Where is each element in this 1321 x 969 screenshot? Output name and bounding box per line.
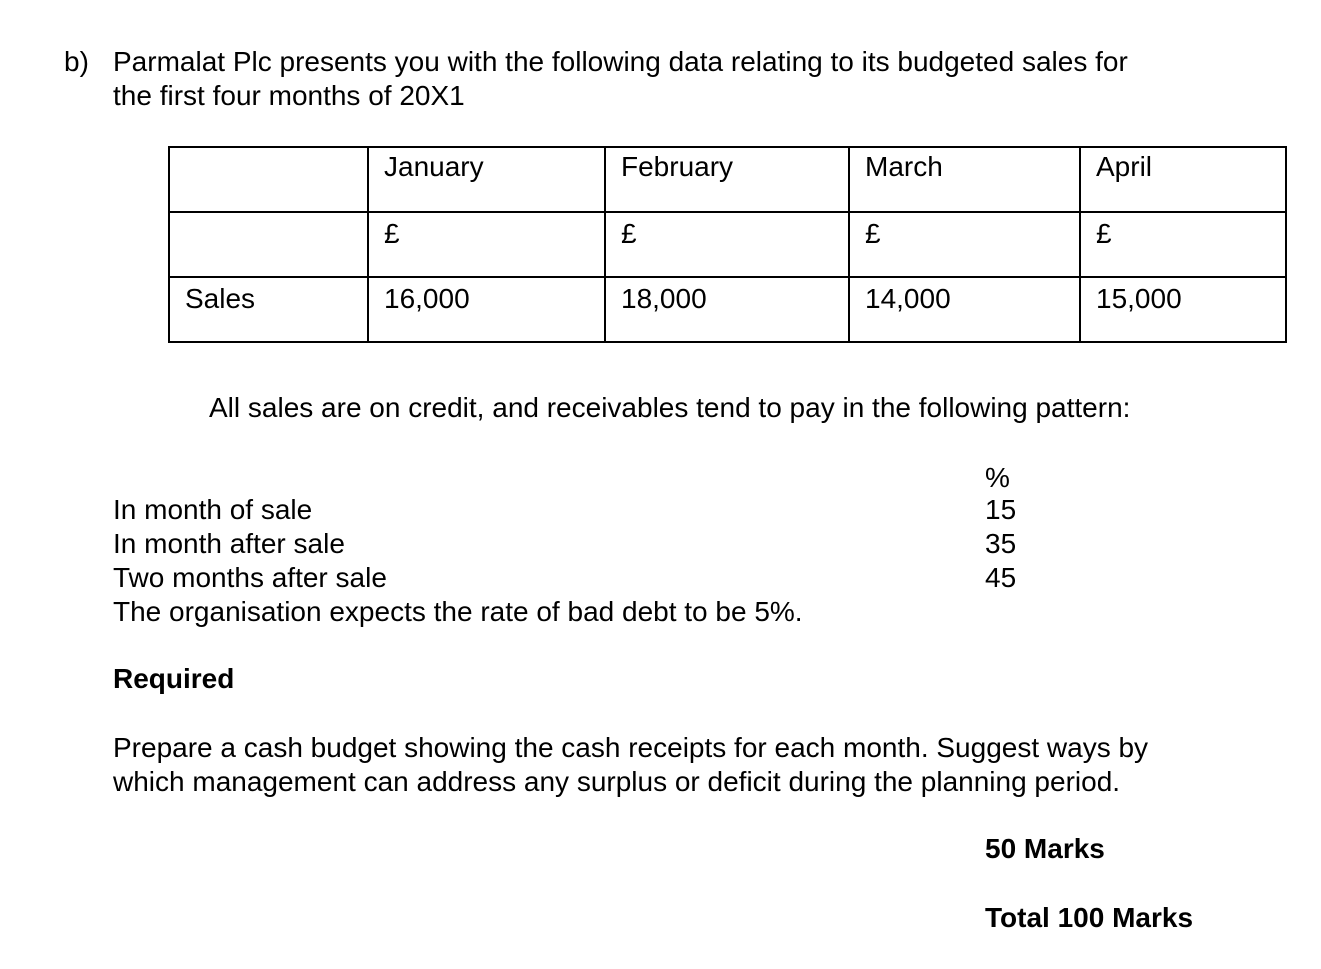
table-row-currency [169,212,1286,277]
total-marks: Total 100 Marks [985,902,1194,933]
table-row-months [169,147,1286,212]
section-marks: 50 Marks [985,833,1105,864]
sales-budget-table [168,146,1287,343]
question-intro-line-1: Parmalat Plc presents you with the following data relating to its budgeted sales for [113,46,1128,77]
month-header-april: April [1080,147,1286,212]
sales-value-january: 16,000 [368,277,605,342]
bad-debt-note: The organisation expects the rate of bad debt to be 5%. [113,596,803,627]
currency-cell-march: £ [849,212,1080,277]
sales-value-february: 18,000 [605,277,849,342]
currency-cell-april: £ [1080,212,1286,277]
sales-row-label: Sales [169,277,368,342]
pattern-label-month-of-sale: In month of sale [113,494,313,525]
required-heading: Required [113,663,235,694]
question-intro-line-2: the first four months of 20X1 [113,80,465,111]
percent-column-header: % [985,462,1010,493]
month-header-february: February [605,147,849,212]
pattern-label-month-after-sale: In month after sale [113,528,345,559]
pattern-value-two-months-after-sale: 45 [985,562,1017,593]
currency-cell-january: £ [368,212,605,277]
required-text-line-1: Prepare a cash budget showing the cash receipts for each month. Suggest ways by [113,732,1149,763]
required-text-line-2: which management can address any surplus or deficit during the planning period. [113,766,1121,797]
table-row-sales [169,277,1286,342]
sales-value-april: 15,000 [1080,277,1286,342]
question-label: b) [64,46,89,77]
pattern-label-two-months-after-sale: Two months after sale [113,562,387,593]
currency-cell-february: £ [605,212,849,277]
pattern-value-month-after-sale: 35 [985,528,1017,559]
collection-pattern-intro: All sales are on credit, and receivables tend to pay in the following pattern: [209,392,1131,423]
sales-value-march: 14,000 [849,277,1080,342]
month-header-march: March [849,147,1080,212]
month-header-january: January [368,147,605,212]
table-empty-cell [169,212,368,277]
table-corner-cell [169,147,368,212]
pattern-value-month-of-sale: 15 [985,494,1017,525]
